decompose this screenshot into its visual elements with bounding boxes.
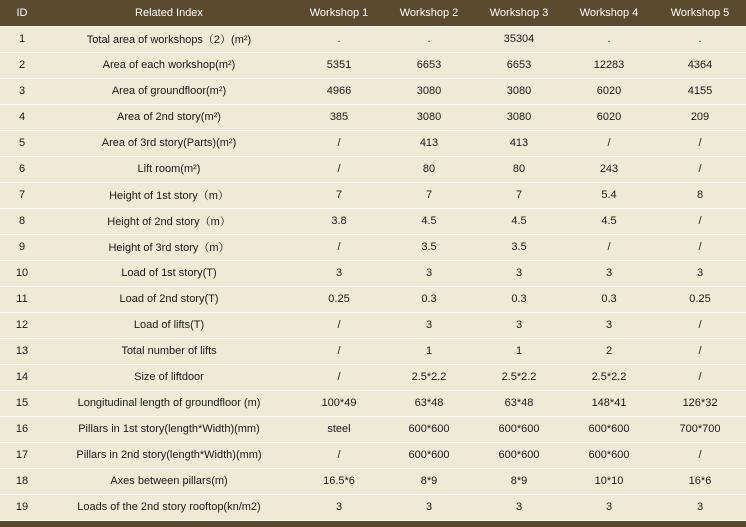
cell-workshop-4: 3 bbox=[564, 260, 654, 286]
cell-workshop-5: 209 bbox=[654, 104, 746, 130]
table-row bbox=[0, 442, 746, 468]
cell-id: 2 bbox=[0, 52, 44, 78]
table-row bbox=[0, 260, 746, 286]
cell-workshop-5: 3 bbox=[654, 260, 746, 286]
cell-workshop-1: / bbox=[294, 312, 384, 338]
header-workshop-4: Workshop 4 bbox=[579, 6, 639, 19]
cell-workshop-4: 2.5*2.2 bbox=[564, 364, 654, 390]
cell-workshop-1: 385 bbox=[294, 104, 384, 130]
cell-workshop-3: 80 bbox=[474, 156, 564, 182]
cell-id: 17 bbox=[0, 442, 44, 468]
cell-id: 12 bbox=[0, 312, 44, 338]
cell-workshop-3: 0.3 bbox=[474, 286, 564, 312]
cell-related-index: Size of liftdoor bbox=[44, 364, 294, 390]
cell-workshop-3: 35304 bbox=[474, 26, 564, 52]
cell-workshop-3: 600*600 bbox=[474, 416, 564, 442]
table-row bbox=[0, 26, 746, 52]
cell-id: 16 bbox=[0, 416, 44, 442]
cell-id: 8 bbox=[0, 208, 44, 234]
cell-workshop-1: / bbox=[294, 442, 384, 468]
cell-workshop-1: 100*49 bbox=[294, 390, 384, 416]
cell-workshop-4: 243 bbox=[564, 156, 654, 182]
cell-workshop-5: / bbox=[654, 338, 746, 364]
cell-workshop-5: / bbox=[654, 130, 746, 156]
cell-workshop-4: 0.3 bbox=[564, 286, 654, 312]
cell-workshop-2: 3 bbox=[384, 312, 474, 338]
cell-workshop-2: 3.5 bbox=[384, 234, 474, 260]
cell-workshop-2: 413 bbox=[384, 130, 474, 156]
cell-related-index: Height of 2nd story（m） bbox=[44, 208, 294, 234]
cell-related-index: Area of 3rd story(Parts)(m²) bbox=[44, 130, 294, 156]
cell-workshop-1: / bbox=[294, 156, 384, 182]
cell-workshop-4: . bbox=[564, 26, 654, 52]
table-row bbox=[0, 416, 746, 442]
header-row bbox=[0, 0, 746, 26]
cell-related-index: Loads of the 2nd story rooftop(kn/m2) bbox=[44, 494, 294, 520]
cell-id: 11 bbox=[0, 286, 44, 312]
cell-related-index: Area of each workshop(m²) bbox=[44, 52, 294, 78]
cell-related-index: Load of 1st story(T) bbox=[44, 260, 294, 286]
cell-workshop-1: 3.8 bbox=[294, 208, 384, 234]
cell-workshop-2: 6653 bbox=[384, 52, 474, 78]
cell-workshop-1: 4966 bbox=[294, 78, 384, 104]
table-row bbox=[0, 494, 746, 520]
cell-related-index: Longitudinal length of groundfloor (m) bbox=[44, 390, 294, 416]
cell-id: 15 bbox=[0, 390, 44, 416]
cell-workshop-3: 2.5*2.2 bbox=[474, 364, 564, 390]
cell-workshop-3: 600*600 bbox=[474, 442, 564, 468]
cell-workshop-5: / bbox=[654, 442, 746, 468]
cell-workshop-5: . bbox=[654, 26, 746, 52]
cell-workshop-4: 12283 bbox=[564, 52, 654, 78]
cell-workshop-2: 600*600 bbox=[384, 416, 474, 442]
cell-workshop-2: 2.5*2.2 bbox=[384, 364, 474, 390]
cell-workshop-1: steel bbox=[294, 416, 384, 442]
cell-workshop-2: 3080 bbox=[384, 104, 474, 130]
cell-workshop-2: 63*48 bbox=[384, 390, 474, 416]
cell-workshop-4: 3 bbox=[564, 312, 654, 338]
cell-workshop-2: 3080 bbox=[384, 78, 474, 104]
cell-related-index: Area of 2nd story(m²) bbox=[44, 104, 294, 130]
cell-workshop-4: 600*600 bbox=[564, 442, 654, 468]
table-row bbox=[0, 78, 746, 104]
cell-workshop-5: 3 bbox=[654, 494, 746, 520]
header-workshop-3: Workshop 3 bbox=[489, 6, 549, 19]
cell-workshop-2: 80 bbox=[384, 156, 474, 182]
table-row bbox=[0, 104, 746, 130]
cell-related-index: Height of 3rd story（m） bbox=[44, 234, 294, 260]
cell-workshop-5: 16*6 bbox=[654, 468, 746, 494]
cell-id: 4 bbox=[0, 104, 44, 130]
cell-id: 6 bbox=[0, 156, 44, 182]
cell-id: 14 bbox=[0, 364, 44, 390]
cell-workshop-5: / bbox=[654, 234, 746, 260]
cell-workshop-3: 3 bbox=[474, 312, 564, 338]
cell-workshop-5: 8 bbox=[654, 182, 746, 208]
header-workshop-1: Workshop 1 bbox=[309, 6, 369, 19]
cell-workshop-1: . bbox=[294, 26, 384, 52]
cell-id: 7 bbox=[0, 182, 44, 208]
cell-workshop-5: 4364 bbox=[654, 52, 746, 78]
cell-workshop-4: / bbox=[564, 130, 654, 156]
header-workshop-5: Workshop 5 bbox=[670, 6, 730, 19]
cell-workshop-3: 3080 bbox=[474, 78, 564, 104]
table-row bbox=[0, 208, 746, 234]
cell-workshop-1: 5351 bbox=[294, 52, 384, 78]
cell-workshop-4: 3 bbox=[564, 494, 654, 520]
table-row bbox=[0, 130, 746, 156]
cell-workshop-2: 1 bbox=[384, 338, 474, 364]
cell-workshop-3: 3.5 bbox=[474, 234, 564, 260]
cell-workshop-2: 3 bbox=[384, 260, 474, 286]
cell-workshop-5: / bbox=[654, 364, 746, 390]
cell-related-index: Axes between pillars(m) bbox=[44, 468, 294, 494]
cell-workshop-5: 4155 bbox=[654, 78, 746, 104]
cell-workshop-4: 4.5 bbox=[564, 208, 654, 234]
cell-workshop-3: 3 bbox=[474, 494, 564, 520]
cell-related-index: Total number of lifts bbox=[44, 338, 294, 364]
cell-workshop-3: 63*48 bbox=[474, 390, 564, 416]
cell-workshop-3: 3080 bbox=[474, 104, 564, 130]
cell-workshop-1: 3 bbox=[294, 494, 384, 520]
header-workshop-2: Workshop 2 bbox=[399, 6, 459, 19]
cell-id: 10 bbox=[0, 260, 44, 286]
cell-workshop-3: 4.5 bbox=[474, 208, 564, 234]
cell-related-index: Area of groundfloor(m²) bbox=[44, 78, 294, 104]
cell-id: 9 bbox=[0, 234, 44, 260]
table-row bbox=[0, 234, 746, 260]
cell-workshop-5: 0.25 bbox=[654, 286, 746, 312]
table-header bbox=[0, 0, 746, 26]
cell-related-index: Pillars in 1st story(length*Width)(mm) bbox=[44, 416, 294, 442]
table-row bbox=[0, 338, 746, 364]
cell-workshop-1: 16.5*6 bbox=[294, 468, 384, 494]
cell-related-index: Height of 1st story（m） bbox=[44, 182, 294, 208]
cell-workshop-3: 7 bbox=[474, 182, 564, 208]
cell-workshop-3: 8*9 bbox=[474, 468, 564, 494]
cell-id: 5 bbox=[0, 130, 44, 156]
cell-workshop-1: 3 bbox=[294, 260, 384, 286]
cell-workshop-4: 148*41 bbox=[564, 390, 654, 416]
table-row bbox=[0, 364, 746, 390]
cell-related-index: Total area of workshops（2）(m²) bbox=[44, 26, 294, 52]
cell-workshop-1: 7 bbox=[294, 182, 384, 208]
cell-workshop-2: 3 bbox=[384, 494, 474, 520]
table-row bbox=[0, 286, 746, 312]
table-body bbox=[0, 26, 746, 520]
cell-workshop-5: / bbox=[654, 156, 746, 182]
cell-id: 18 bbox=[0, 468, 44, 494]
cell-workshop-4: 5.4 bbox=[564, 182, 654, 208]
cell-related-index: Pillars in 2nd story(length*Width)(mm) bbox=[44, 442, 294, 468]
table-row bbox=[0, 182, 746, 208]
cell-workshop-2: 0.3 bbox=[384, 286, 474, 312]
cell-workshop-3: 1 bbox=[474, 338, 564, 364]
cell-id: 1 bbox=[0, 26, 44, 52]
cell-workshop-4: 6020 bbox=[564, 78, 654, 104]
header-related-index: Related Index bbox=[135, 6, 203, 19]
cell-id: 19 bbox=[0, 494, 44, 520]
cell-workshop-5: / bbox=[654, 312, 746, 338]
table-row bbox=[0, 468, 746, 494]
cell-workshop-4: 6020 bbox=[564, 104, 654, 130]
cell-workshop-4: / bbox=[564, 234, 654, 260]
cell-workshop-2: 7 bbox=[384, 182, 474, 208]
cell-workshop-2: 600*600 bbox=[384, 442, 474, 468]
cell-workshop-3: 6653 bbox=[474, 52, 564, 78]
table-row bbox=[0, 52, 746, 78]
cell-related-index: Lift room(m²) bbox=[44, 156, 294, 182]
cell-workshop-1: 0.25 bbox=[294, 286, 384, 312]
header-id: ID bbox=[16, 6, 28, 19]
table-row bbox=[0, 156, 746, 182]
cell-id: 3 bbox=[0, 78, 44, 104]
cell-workshop-5: 700*700 bbox=[654, 416, 746, 442]
cell-workshop-2: 8*9 bbox=[384, 468, 474, 494]
cell-workshop-2: 4.5 bbox=[384, 208, 474, 234]
cell-workshop-4: 600*600 bbox=[564, 416, 654, 442]
cell-workshop-3: 413 bbox=[474, 130, 564, 156]
cell-workshop-5: / bbox=[654, 208, 746, 234]
table-row bbox=[0, 390, 746, 416]
cell-workshop-4: 2 bbox=[564, 338, 654, 364]
cell-workshop-1: / bbox=[294, 234, 384, 260]
cell-workshop-3: 3 bbox=[474, 260, 564, 286]
cell-workshop-2: . bbox=[384, 26, 474, 52]
cell-workshop-1: / bbox=[294, 338, 384, 364]
cell-workshop-1: / bbox=[294, 364, 384, 390]
cell-workshop-4: 10*10 bbox=[564, 468, 654, 494]
table-row bbox=[0, 312, 746, 338]
cell-workshop-5: 126*32 bbox=[654, 390, 746, 416]
cell-related-index: Load of lifts(T) bbox=[44, 312, 294, 338]
cell-related-index: Load of 2nd story(T) bbox=[44, 286, 294, 312]
cell-workshop-1: / bbox=[294, 130, 384, 156]
cell-id: 13 bbox=[0, 338, 44, 364]
